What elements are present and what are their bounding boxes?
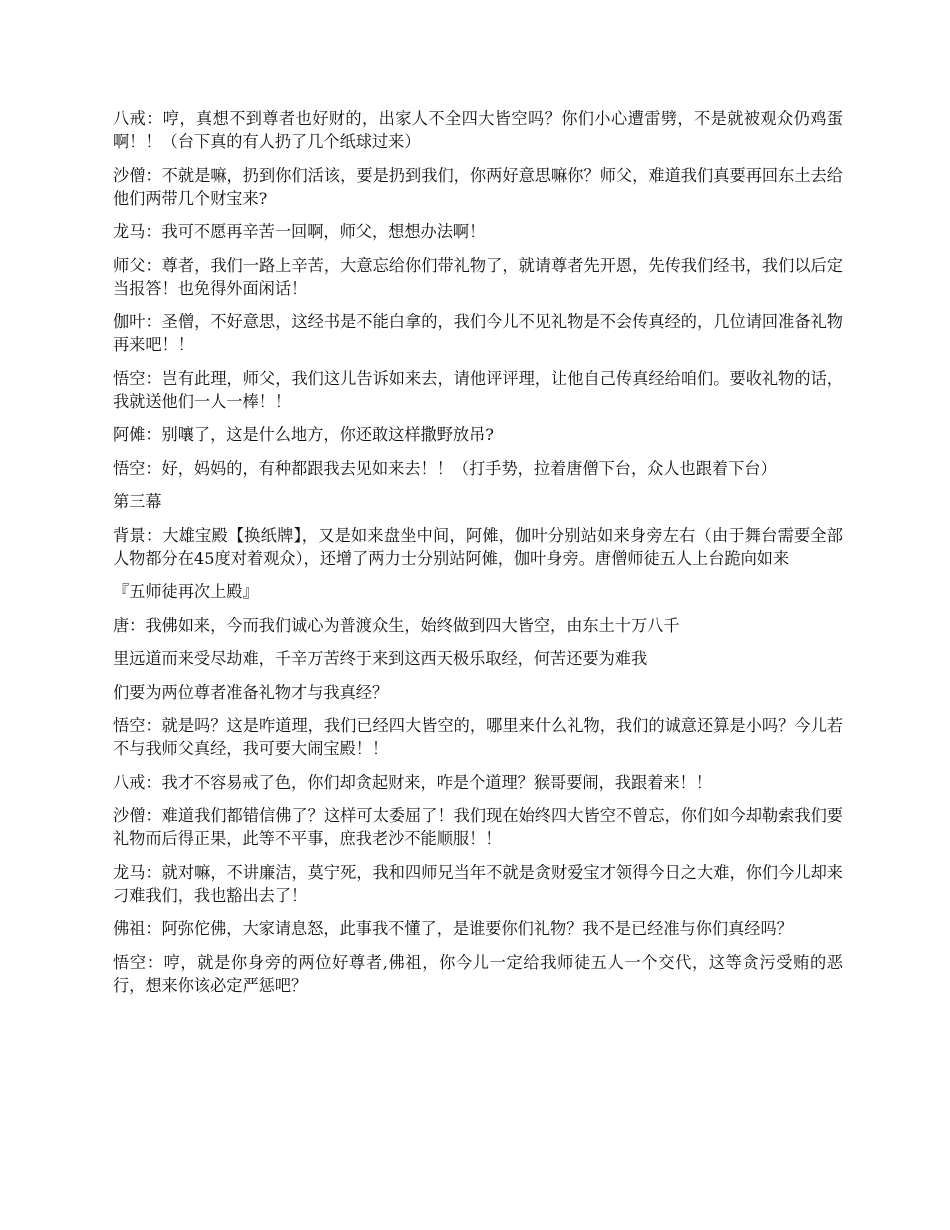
paragraph-longma-1: 龙马：我可不愿再辛苦一回啊，师父，想想办法啊！: [113, 222, 486, 241]
paragraph-wukong-3: 悟空：就是吗？这是咋道理，我们已经四大皆空的，哪里来什么礼物，我们的诚意还算是小吗？今儿若不与我师父真经，我可要大闹宝殿！！: [113, 716, 843, 758]
paragraph-background: 背景：大雄宝殿【换纸牌】，又是如来盘坐中间，阿傩，伽叶分别站如来身旁左右（由于舞台需要全部人物都分在45度对着观众），还增了两力士分别站阿傩，伽叶身旁。唐僧师徒五人上台跪向如来: [113, 525, 843, 568]
paragraph-wukong-4: 悟空：哼，就是你身旁的两位好尊者,佛祖，你今儿一定给我师徒五人一个交代，这等贪污受贿的恶行，想来你该必定严惩吧？: [113, 952, 843, 995]
paragraph-wukong-1: 悟空：岂有此理，师父，我们这儿告诉如来去，请他评评理，让他自己传真经给咱们。要收礼物的话，我就送他们一人一棒！！: [113, 368, 843, 411]
paragraph-longma-2: 龙马：就对嘛，不讲廉洁，莫宁死，我和四师兄当年不就是贪财爱宝才领得今日之大难，你们今儿却来刁难我们，我也豁出去了！: [113, 862, 843, 905]
stage-direction: 『五师徒再次上殿』: [113, 582, 259, 601]
paragraph-fozu-1: 佛祖：阿弥佗佛，大家请息怒，此事我不懂了，是谁要你们礼物？我不是已经准与你们真经吗？: [113, 919, 793, 938]
paragraph-anan-1: 阿傩：别嚷了，这是什么地方，你还敢这样撒野放吊?: [113, 425, 494, 444]
paragraph-bajie-2: 八戒：我才不容易戒了色，你们却贪起财来，咋是个道理？猴哥要闹，我跟着来！！: [113, 772, 712, 792]
paragraph-jiaye-1: 伽叶：圣僧，不好意思，这经书是不能白拿的，我们今儿不见礼物是不会传真经的，几位请回准备礼物再来吧！！: [113, 312, 843, 354]
paragraph-tang-3: 们要为两位尊者准备礼物才与我真经？: [113, 682, 389, 702]
paragraph-tang-1: 唐：我佛如来，今而我们诚心为普渡众生，始终做到四大皆空，由东土十万八千: [113, 615, 680, 635]
paragraph-shifu-1: 师父：尊者，我们一路上辛苦，大意忘给你们带礼物了，就请尊者先开恩，先传我们经书，我们以后定当报答！也免得外面闲话！: [113, 255, 843, 298]
act-heading: 第三幕: [113, 492, 162, 511]
paragraph-bajie-1: 八戒：哼，真想不到尊者也好财的，出家人不全四大皆空吗？你们小心遭雷劈，不是就被观众仍鸡蛋啊！！（台下真的有人扔了几个纸球过来）: [113, 109, 843, 151]
paragraph-tang-2: 里远道而来受尽劫难，千辛万苦终于来到这西天极乐取经，何苦还要为难我: [113, 649, 648, 668]
paragraph-wukong-2: 悟空：好，妈妈的，有种都跟我去见如来去！！（打手势，拉着唐僧下台，众人也跟着下台）: [113, 458, 777, 478]
document-body: [113, 107, 843, 1007]
paragraph-shaseng-2: 沙僧：难道我们都错信佛了？这样可太委屈了！我们现在始终四大皆空不曾忘，你们如今却勒索我们要礼物而后得正果，此等不平事，庶我老沙不能顺服！！: [113, 806, 843, 848]
paragraph-shaseng-1: 沙僧：不就是嘛，扔到你们活该，要是扔到我们，你两好意思嘛你？师父，难道我们真要再回东土去给他们两带几个财宝来?: [113, 165, 843, 208]
